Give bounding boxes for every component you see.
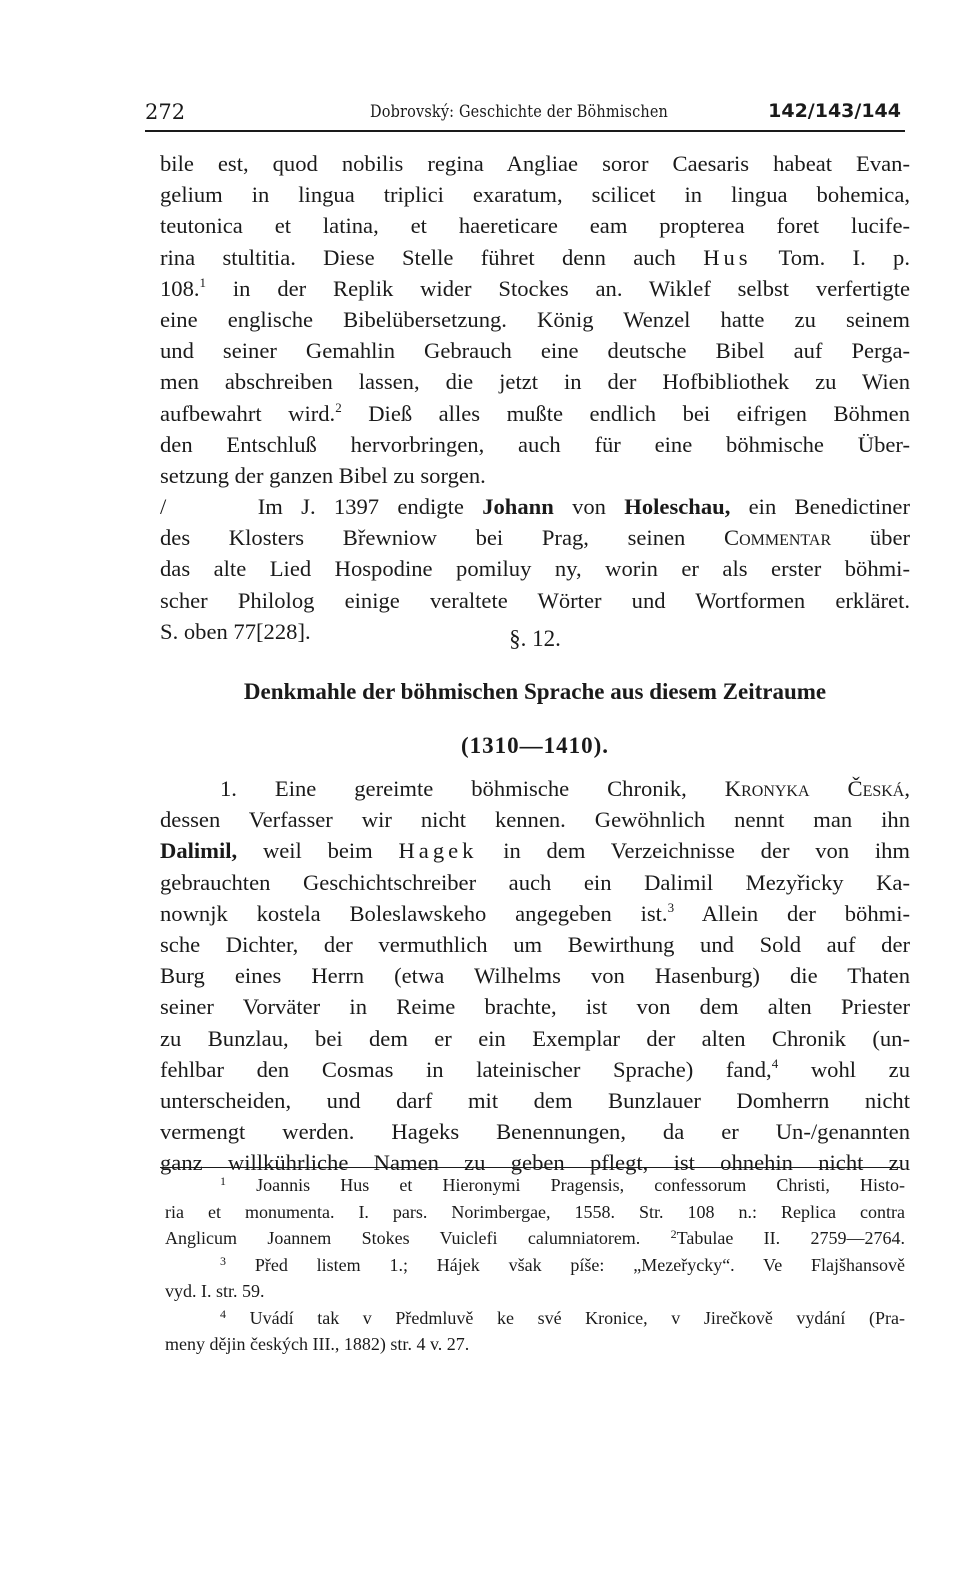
text-line: rina stultitia. Diese Stelle führet denn auch Hus Tom. I. p.: [160, 244, 910, 270]
text-line: scher Philolog einige veraltete Wörter und Wortformen erkläret.: [160, 587, 910, 613]
text-line: eine englische Bibelübersetzung. König Wenzel hatte zu seinem: [160, 306, 910, 332]
footnote-divider: [160, 1167, 900, 1168]
footnote-4-cont: meny dějin českých III., 1882) str. 4 v. 27.: [165, 1334, 470, 1354]
running-title: Dobrovský: Geschichte der Böhmischen: [370, 102, 669, 122]
paragraph-chronicle: [160, 773, 910, 1178]
text-line: seiner Vorväter in Reime brachte, ist von dem alten Priester: [160, 994, 910, 1020]
text-line: den Entschluß hervorbringen, auch für eine böhmische Über-: [160, 431, 910, 457]
text-line: des Klosters Břewniow bei Prag, seinen Commentar über: [160, 525, 910, 551]
place-name: Holeschau,: [624, 494, 731, 520]
person-name: Johann: [482, 494, 554, 520]
text-line: Burg eines Herrn (etwa Wilhelms von Hasenburg) die Thaten: [160, 963, 910, 989]
text-line: Dalimil, weil beim Hagek in dem Verzeichnisse der von ihm: [160, 838, 910, 864]
original-page-range: 142/143/144: [768, 100, 901, 122]
person-name: Dalimil,: [160, 838, 238, 864]
section-number: §. 12.: [509, 626, 561, 651]
spaced-name: Hagek: [398, 838, 478, 864]
text-line: men abschreiben lassen, die jetzt in der Hofbibliothek zu Wien: [160, 369, 910, 395]
work-title: Commentar: [724, 525, 832, 551]
text-line: setzung der ganzen Bibel zu sorgen.: [160, 462, 486, 488]
text-line: 108.$^1$ in der Replik wider Stockes an. Wiklef selbst verfertigte: [160, 274, 910, 301]
text-line: nownjk kostela Boleslawskeho angegeben ist.$^3$ Allein der böhmi-: [160, 899, 910, 926]
text-line: gebrauchten Geschichtschreiber auch ein Dalimil Mezyřicky Ka-: [160, 869, 910, 895]
page-number: 272: [145, 100, 186, 124]
text-line: unterscheiden, und darf mit dem Bunzlauer Domherrn nicht: [160, 1087, 910, 1113]
text-line: 1. Eine gereimte böhmische Chronik, Kronyka Česká,: [220, 776, 910, 801]
footnotes: [165, 1172, 905, 1358]
text-line: teutonica et latina, et haereticare eam propterea foret lucife-: [160, 213, 910, 239]
text-line: dessen Verfasser wir nicht kennen. Gewöhnlich nennt man ihn: [160, 807, 910, 833]
text-line: sche Dichter, der vermuthlich um Bewirthung und Sold auf der: [160, 931, 910, 957]
text-line: / Im J. 1397 endigte Johann von Holeschau, ein Benedictiner: [160, 494, 910, 520]
text-line: ganz willkührliche Namen zu geben pflegt, ist ohnehin nicht zu: [160, 1150, 910, 1176]
footnote-ref: 3: [667, 899, 675, 915]
section-dates: (1310—1410).: [460, 733, 610, 758]
text-line: das alte Lied Hospodine pomiluy ny, worin er als erster böhmi-: [160, 556, 910, 582]
text-line: bile est, quod nobilis regina Angliae soror Caesaris habeat Evan-: [160, 151, 910, 176]
section-heading: Denkmahle der böhmischen Sprache aus diesem Zeitraume: [243, 679, 827, 704]
text-line: fehlbar den Cosmas in lateinischer Sprache) fand,$^4$ wohl zu: [160, 1055, 910, 1082]
footnote-ref: 4: [771, 1055, 779, 1071]
footnote-ref: 2: [335, 399, 342, 415]
text-line: S. oben 77[228].: [160, 618, 311, 644]
spaced-name: Hus: [703, 244, 752, 270]
footnote-ref: 1: [199, 274, 207, 290]
text-line: vermengt werden. Hageks Benennungen, da er Un-/genannten: [160, 1119, 910, 1145]
text-line: zu Bunzlau, bei dem er ein Exemplar der alten Chronik (un-: [160, 1025, 910, 1051]
text-line: und seiner Gemahlin Gebrauch eine deutsche Bibel auf Perga-: [160, 338, 910, 364]
footnote-3-cont: vyd. I. str. 59.: [165, 1281, 265, 1301]
text-line: aufbewahrt wird.$^2$ Dieß alles mußte endlich bei eifrigen Böhmen: [160, 399, 911, 426]
footnote-3: $^3$ Před listem 1.; Hájek však píše: „Mezeřycky“. Ve Flajšhansově: [220, 1253, 905, 1275]
footnote-1-cont: ria et monumenta. I. pars. Norimbergae, 1558. Str. 108 n.: Replica contra: [165, 1201, 905, 1222]
footnote-1-2: Anglicum Joannem Stokes Vuiclefi calumniatorem. $^2$Tabulae II. 2759—2764.: [165, 1227, 905, 1248]
running-header: [145, 98, 905, 132]
work-title: Kronyka Česká,: [724, 776, 910, 801]
main-text: [160, 148, 911, 1176]
footnote-1: $^1$ Joannis Hus et Hieronymi Pragensis, confessorum Christi, Histo-: [220, 1174, 906, 1195]
page-break-mark: /: [160, 494, 167, 520]
text-line: gelium in lingua triplici exaratum, scilicet in lingua bohemica,: [160, 182, 910, 208]
footnote-4: $^4$ Uvádí tak v Předmluvě ke své Kronice, v Jirečkově vydání (Pra-: [220, 1306, 905, 1328]
